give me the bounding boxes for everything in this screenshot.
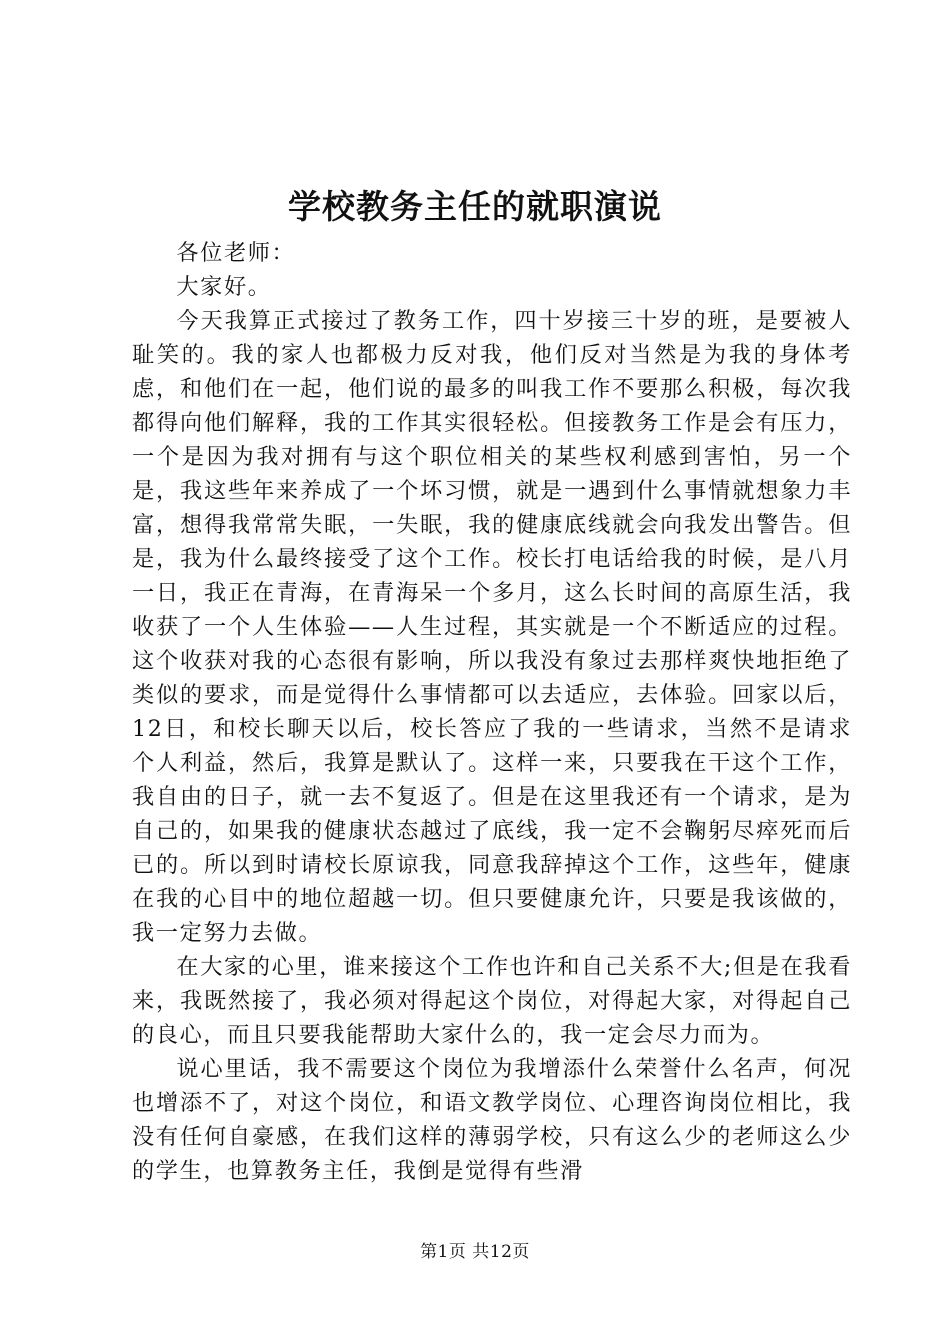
page-number-footer: 第1页 共12页 (420, 1242, 530, 1262)
body-paragraph: 今天我算正式接过了教务工作，四十岁接三十岁的班，是要被人耻笑的。我的家人也都极力反对我，他们反对当然是为我的身体考虑，和他们在一起，他们说的最多的叫我工作不要那么积极，每次我都得向他们解释，我的工作其实很轻松。但接教务工作是会有压力，一个是因为我对拥有与这个职位相关的某些权利感到害怕，另一个是，我这些年来养成了一个坏习惯，就是一遇到什么事情就想象力丰富，想得我常常失眠，一失眠，我的健康底线就会向我发出警告。但是，我为什么最终接受了这个工作。校长打电话给我的时候，是八月一日，我正在青海，在青海呆一个多月，这么长时间的高原生活，我收获了一个人生体验——人生过程，其实就是一个不断适应的过程。这个收获对我的心态很有影响，所以我没有象过去那样爽快地拒绝了类似的要求，而是觉得什么事情都可以去适应，去体验。回家以后，12日，和校长聊天以后，校长答应了我的一些请求，当然不是请求个人利益，然后，我算是默认了。这样一来，只要我在干这个工作，我自由的日子，就一去不复返了。但是在这里我还有一个请求，是为自己的，如果我的健康状态越过了底线，我一定不会鞠躬尽瘁死而后已的。所以到时请校长原谅我，同意我辞掉这个工作，这些年，健康在我的心目中的地位超越一切。但只要健康允许，只要是我该做的，我一定努力去做。 (132, 308, 852, 946)
salutation-paragraph: 各位老师： (176, 240, 296, 266)
greeting-paragraph: 大家好。 (176, 274, 272, 300)
body-paragraph: 在大家的心里，谁来接这个工作也许和自己关系不大;但是在我看来，我既然接了，我必须对得起这个岗位，对得起大家，对得起自己的良心，而且只要我能帮助大家什么的，我一定会尽力而为。 (132, 954, 852, 1048)
document-title: 学校教务主任的就职演说 (288, 187, 662, 226)
body-paragraph: 说心里话，我不需要这个岗位为我增添什么荣誉什么名声，何况也增添不了，对这个岗位，和语文教学岗位、心理咨询岗位相比，我没有任何自豪感，在我们这样的薄弱学校，只有这么少的老师这么少的学生，也算教务主任，我倒是觉得有些滑 (132, 1056, 852, 1184)
document-body (132, 236, 852, 1188)
